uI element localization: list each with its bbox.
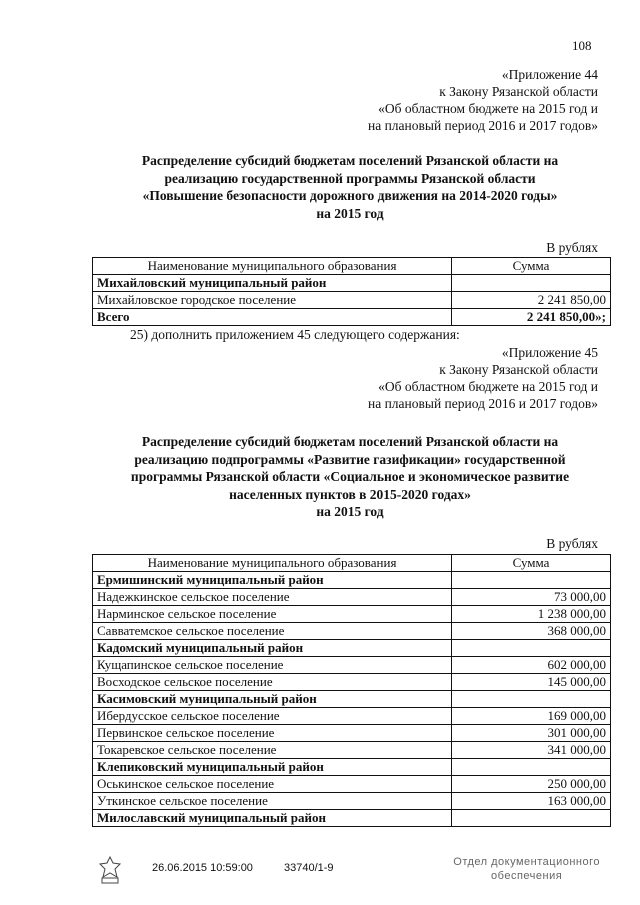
row-name: Михайловский муниципальный район (93, 275, 452, 292)
appendix-45-header (368, 344, 598, 412)
table-row (93, 742, 611, 759)
table-row (93, 793, 611, 810)
appendix-line: «Приложение 45 (501, 345, 598, 360)
appendix-line: к Закону Рязанской области (439, 84, 598, 99)
footer-datetime: 26.06.2015 10:59:00 (152, 862, 253, 874)
row-name: Ибердусское сельское поселение (93, 708, 452, 725)
footer-doc-id: 33740/1-9 (284, 862, 334, 874)
table-row (93, 725, 611, 742)
table-row (93, 606, 611, 623)
stamp-line: обеспечения (491, 870, 563, 882)
table-row (93, 674, 611, 691)
row-sum (452, 275, 611, 292)
department-stamp (453, 855, 600, 883)
appendix-line: на плановый период 2016 и 2017 годов» (367, 118, 598, 133)
subsidy-table-2 (92, 554, 611, 827)
row-name: Михайловское городское поселение (93, 292, 452, 309)
title-line: на 2015 год (316, 504, 384, 519)
title-line: населенных пунктов в 2015-2020 годах» (229, 486, 471, 502)
row-name: Восходское сельское поселение (93, 674, 452, 691)
table-row (93, 657, 611, 674)
row-name: Уткинское сельское поселение (93, 793, 452, 810)
row-sum: 602 000,00 (452, 657, 611, 674)
row-name: Надежкинское сельское поселение (93, 589, 452, 606)
row-name: Савватемское сельское поселение (93, 623, 452, 640)
row-name: Всего (93, 309, 452, 326)
row-name: Оськинское сельское поселение (93, 776, 452, 793)
table-row (93, 776, 611, 793)
row-name: Токаревское сельское поселение (93, 742, 452, 759)
column-header-sum: Сумма (452, 555, 611, 572)
district-row (93, 572, 611, 589)
table-header-row (93, 258, 611, 275)
title-line: реализацию подпрограммы «Развитие газификации» государственной (134, 451, 566, 467)
row-sum: 301 000,00 (452, 725, 611, 742)
district-row (93, 691, 611, 708)
row-sum: 368 000,00 (452, 623, 611, 640)
amendment-paragraph: 25) дополнить приложением 45 следующего содержания: (130, 327, 460, 342)
district-row (93, 759, 611, 776)
title-line: Распределение субсидий бюджетам поселений Рязанской области на (141, 153, 559, 168)
row-sum: 163 000,00 (452, 793, 611, 810)
district-row (93, 810, 611, 827)
stamp-line: Отдел документационного (453, 856, 600, 868)
row-sum (452, 691, 611, 708)
row-name: Кущапинское сельское поселение (93, 657, 452, 674)
row-sum: 2 241 850,00 (452, 292, 611, 309)
title-1 (60, 152, 640, 222)
title-line: программы Рязанской области «Социальное и экономическое развитие (130, 469, 570, 484)
title-line: на 2015 год (316, 205, 384, 221)
appendix-line: к Закону Рязанской области (439, 362, 598, 377)
row-name: Ермишинский муниципальный район (93, 572, 452, 589)
row-name: Милославский муниципальный район (93, 810, 452, 827)
column-header-sum: Сумма (452, 258, 611, 275)
table-row (93, 623, 611, 640)
page-number: 108 (572, 38, 592, 53)
unit-label: В рублях (546, 240, 598, 255)
title-line: реализацию государственной программы Рязанской области (164, 170, 536, 186)
appendix-44-header (368, 66, 598, 134)
row-name: Нарминское сельское поселение (93, 606, 452, 623)
row-sum (452, 572, 611, 589)
column-header-name: Наименование муниципального образования (93, 258, 452, 275)
row-sum (452, 640, 611, 657)
column-header-name: Наименование муниципального образования (93, 555, 452, 572)
appendix-line: «Приложение 44 (501, 67, 598, 82)
row-sum: 341 000,00 (452, 742, 611, 759)
row-sum: 169 000,00 (452, 708, 611, 725)
appendix-line: «Об областном бюджете на 2015 год и (378, 379, 598, 394)
title-line: «Повышение безопасности дорожного движения на 2014-2020 годы» (142, 188, 558, 203)
district-row (93, 640, 611, 657)
table-row (93, 708, 611, 725)
row-sum: 2 241 850,00»; (452, 309, 611, 326)
table-header-row (93, 555, 611, 572)
appendix-line: на плановый период 2016 и 2017 годов» (367, 396, 598, 411)
row-name: Первинское сельское поселение (93, 725, 452, 742)
row-name: Клепиковский муниципальный район (93, 759, 452, 776)
title-2 (60, 433, 640, 521)
appendix-line: «Об областном бюджете на 2015 год и (378, 101, 598, 116)
table-row (93, 292, 611, 309)
row-sum (452, 759, 611, 776)
row-sum: 145 000,00 (452, 674, 611, 691)
unit-label: В рублях (546, 536, 598, 551)
row-sum (452, 810, 611, 827)
table-row (93, 589, 611, 606)
district-row (93, 275, 611, 292)
row-name: Кадомский муниципальный район (93, 640, 452, 657)
row-sum: 73 000,00 (452, 589, 611, 606)
title-line: Распределение субсидий бюджетам поселений Рязанской области на (141, 434, 559, 449)
total-row (93, 309, 611, 326)
row-sum: 250 000,00 (452, 776, 611, 793)
emblem-icon (96, 855, 124, 885)
row-name: Касимовский муниципальный район (93, 691, 452, 708)
subsidy-table-1 (92, 257, 611, 326)
row-sum: 1 238 000,00 (452, 606, 611, 623)
